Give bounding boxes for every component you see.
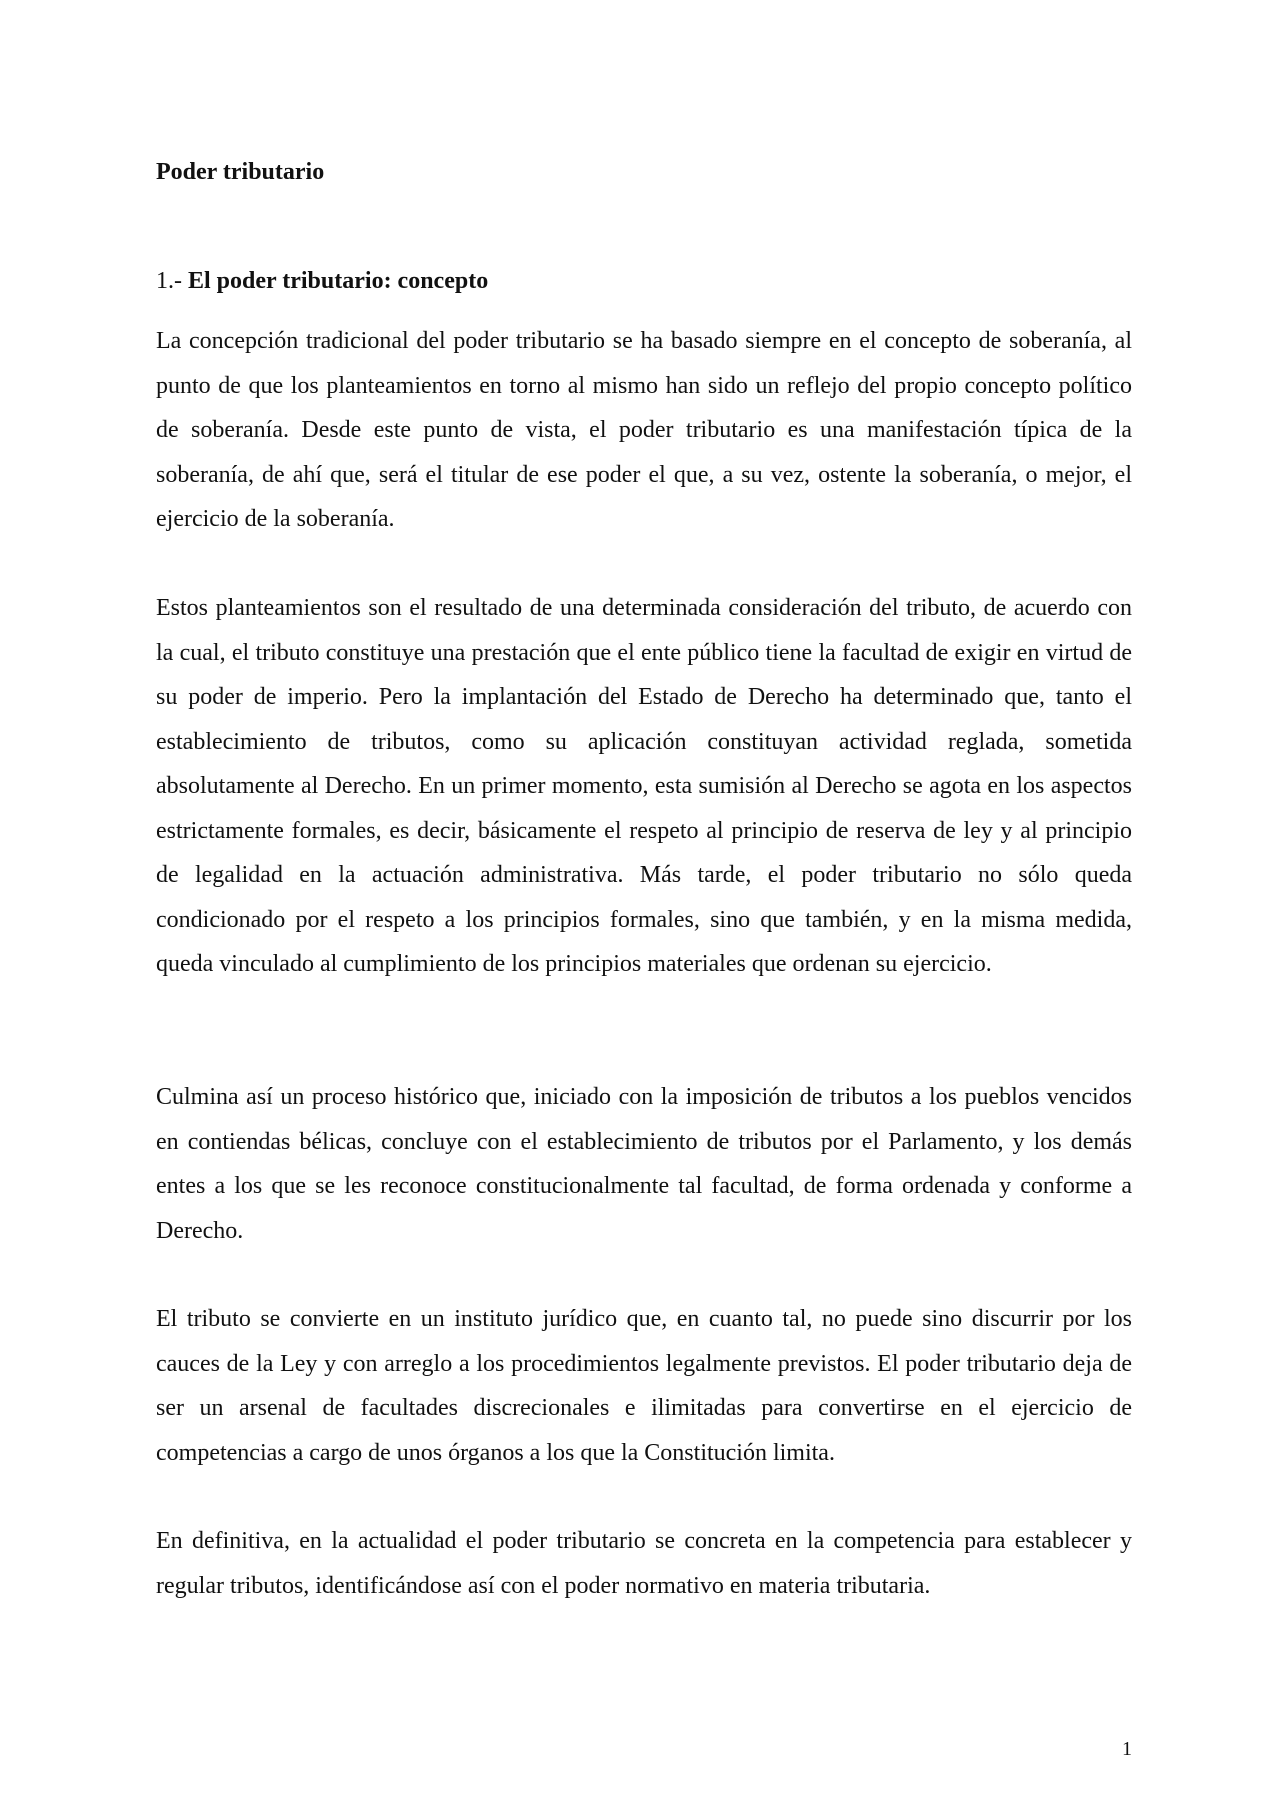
paragraph-4: El tributo se convierte en un instituto jurídico que, en cuanto tal, no puede sino discurrir por los cauces de la Ley y con arreglo a los procedimientos legalmente previstos. El poder tributario deja de ser un arsenal de facultades discrecionales e ilimitadas para convertirse en el ejercicio de competencias a cargo de unos órganos a los que la Constitución limita.: [156, 1306, 1132, 1466]
paragraph-5: En definitiva, en la actualidad el poder tributario se concreta en la competencia para establecer y regular tributos, identificándose así con el poder normativo en materia tributaria.: [156, 1528, 1132, 1599]
paragraph-3: Culmina así un proceso histórico que, iniciado con la imposición de tributos a los pueblos vencidos en contiendas bélicas, concluye con el establecimiento de tributos por el Parlamento, y los demás entes a los que se les reconoce constitucionalmente tal facultad, de forma ordenada y conforme a Derecho.: [156, 1084, 1132, 1244]
section-title: El poder tributario: concepto: [188, 268, 489, 294]
section-heading: [156, 266, 488, 296]
paragraph-1: La concepción tradicional del poder tributario se ha basado siempre en el concepto de soberanía, al punto de que los planteamientos en torno al mismo han sido un reflejo del propio concepto político de soberanía. Desde este punto de vista, el poder tributario es una manifestación típica de la soberanía, de ahí que, será el titular de ese poder el que, a su vez, ostente la soberanía, o mejor, el ejercicio de la soberanía.: [156, 328, 1132, 532]
page-number: 1: [1122, 1738, 1132, 1760]
document-title: Poder tributario: [156, 159, 325, 185]
section-number: 1.-: [156, 268, 182, 294]
paragraph-2: Estos planteamientos son el resultado de una determinada consideración del tributo, de acuerdo con la cual, el tributo constituye una prestación que el ente público tiene la facultad de exigir en virtud de su poder de imperio. Pero la implantación del Estado de Derecho ha determinado que, tanto el establecimiento de tributos, como su aplicación constituyan actividad reglada, sometida absolutamente al Derecho. En un primer momento, esta sumisión al Derecho se agota en los aspectos estrictamente formales, es decir, básicamente el respeto al principio de reserva de ley y al principio de legalidad en la actuación administrativa. Más tarde, el poder tributario no sólo queda condicionado por el respeto a los principios formales, sino que también, y en la misma medida, queda vinculado al cumplimiento de los principios materiales que ordenan su ejercicio.: [156, 595, 1132, 977]
